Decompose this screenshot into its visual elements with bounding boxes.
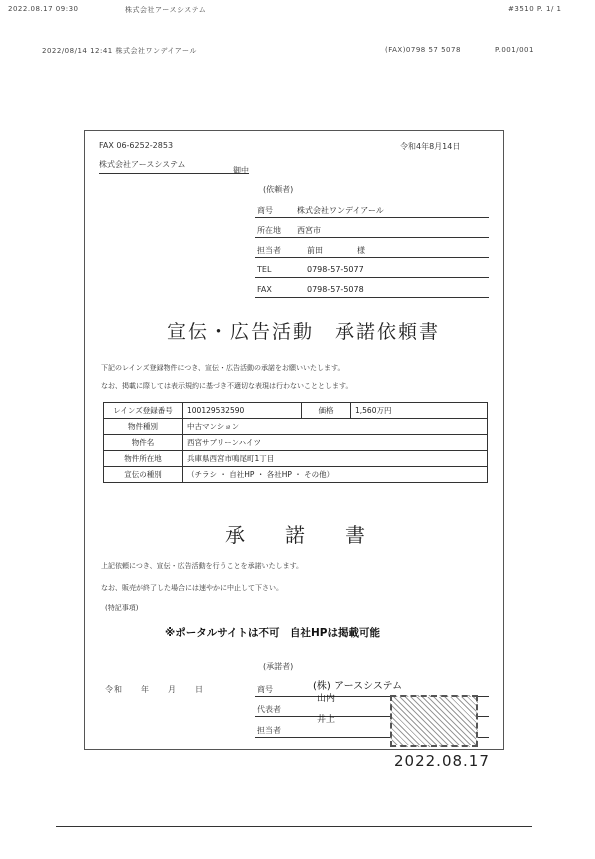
applicant-line-2: [255, 237, 489, 238]
table-row: [104, 451, 488, 467]
applicant-label-company: 商号: [257, 206, 273, 215]
received-date-stamp: 2022.08.17: [394, 752, 490, 770]
applicant-contact-honorific: 様: [357, 246, 365, 255]
applicant-value-contact: 前田: [307, 246, 323, 255]
fax-sender-top: 株式会社アースシステム: [125, 6, 207, 14]
special-note-text: ※ポータルサイトは不可 自社HPは掲載可能: [165, 627, 380, 639]
applicant-label-contact: 担当者: [257, 246, 281, 255]
recipient-underline: [99, 173, 249, 174]
applicant-line-1: [255, 217, 489, 218]
doc-honorific: 御中: [233, 166, 249, 175]
footer-divider: [56, 826, 532, 827]
licensor-label-rep: 代表者: [257, 705, 281, 714]
reins-number-value: 100129532590: [183, 403, 302, 419]
doc-date: 令和4年8月14日: [400, 142, 461, 151]
table-row: [104, 467, 488, 483]
property-type-label: 物件種別: [104, 419, 183, 435]
applicant-label-address: 所在地: [257, 226, 281, 235]
consent-line-1: 上記依頼につき、宣伝・広告活動を行うことを承諾いたします。: [101, 562, 304, 570]
fax-number-second: (FAX)0798 57 5078: [385, 46, 461, 54]
applicant-label-fax: FAX: [257, 285, 272, 294]
property-name-value: 西宮サブリーンハイツ: [183, 435, 488, 451]
property-name-label: 物件名: [104, 435, 183, 451]
property-address-value: 兵庫県西宮市鳴尾町1丁目: [183, 451, 488, 467]
table-row: [104, 403, 488, 419]
price-value: 1,560万円: [351, 403, 488, 419]
company-seal-stamp: [390, 695, 478, 747]
ad-type-label: 宣伝の種別: [104, 467, 183, 483]
licensor-date: 令和 年 月 日: [105, 685, 204, 694]
applicant-heading: (依頼者): [263, 185, 294, 194]
ad-type-value: （チラシ ・ 自社HP ・ 各社HP ・ その他）: [183, 467, 488, 483]
table-row: [104, 419, 488, 435]
intro-line-2: なお、掲載に際しては表示規約に基づき不適切な表現は行わないこととします。: [101, 382, 353, 390]
licensor-value-company: (株) アースシステム: [313, 681, 403, 692]
licensor-value-rep: 山内: [317, 694, 336, 704]
applicant-line-4: [255, 277, 489, 278]
reins-number-label: レインズ登録番号: [104, 403, 183, 419]
consent-line-2: なお、販売が終了した場合には速やかに中止して下さい。: [101, 584, 283, 592]
fax-page-second: P.001/001: [495, 46, 534, 54]
applicant-line-5: [255, 297, 489, 298]
applicant-value-tel: 0798-57-5077: [307, 265, 364, 274]
applicant-value-fax: 0798-57-5078: [307, 285, 364, 294]
special-notes-label: (特記事項): [105, 604, 139, 612]
licensor-label-staff: 担当者: [257, 726, 281, 735]
licensor-value-staff: 井上: [317, 715, 336, 725]
doc-fax-number: FAX 06-6252-2853: [99, 141, 174, 150]
applicant-value-company: 株式会社ワンデイアール: [297, 206, 384, 215]
property-type-value: 中古マンション: [183, 419, 488, 435]
applicant-line-3: [255, 257, 489, 258]
fax-page-top: #3510 P. 1/ 1: [508, 5, 562, 13]
licensor-heading: (承諾者): [263, 662, 294, 671]
document-title: 宣伝・広告活動 承諾依頼書: [167, 321, 441, 343]
table-row: [104, 435, 488, 451]
consent-title: 承 諾 書: [225, 523, 365, 547]
applicant-value-address: 西宮市: [297, 226, 321, 235]
intro-line-1: 下記のレインズ登録物件につき、宣伝・広告活動の承諾をお願いいたします。: [101, 364, 345, 372]
doc-recipient: 株式会社アースシステム: [99, 160, 186, 169]
applicant-label-tel: TEL: [257, 265, 272, 274]
property-table: [103, 402, 488, 483]
request-document: [84, 130, 504, 750]
price-label: 価格: [302, 403, 351, 419]
fax-timestamp-second: 2022/08/14 12:41 株式会社ワンデイアール: [42, 47, 197, 55]
licensor-label-company: 商号: [257, 685, 273, 694]
fax-timestamp-top: 2022.08.17 09:30: [8, 5, 79, 13]
property-address-label: 物件所在地: [104, 451, 183, 467]
